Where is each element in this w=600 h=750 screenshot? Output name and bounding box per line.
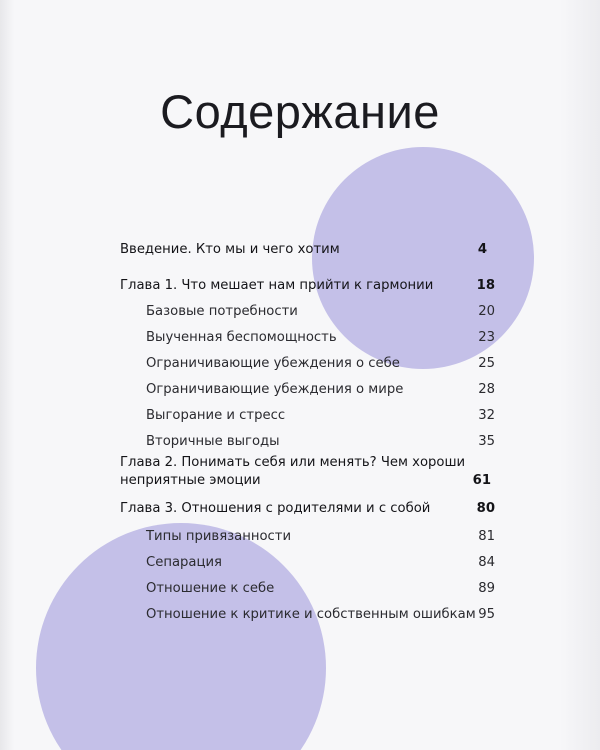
- toc-entry-learned-helplessness[interactable]: Выученная беспомощность: [146, 330, 337, 345]
- toc-page-chapter-2: 61: [472, 473, 491, 488]
- toc-entry-chapter-1[interactable]: Глава 1. Что мешает нам прийти к гармонии: [120, 278, 434, 293]
- toc-entry-separation[interactable]: Сепарация: [146, 555, 222, 570]
- toc-page-learned-helplessness: 23: [478, 330, 495, 345]
- page-title: Содержание: [160, 85, 440, 138]
- toc-entry-basic-needs[interactable]: Базовые потребности: [146, 304, 298, 319]
- toc-page-basic-needs: 20: [478, 304, 495, 319]
- toc-entry-secondary-gains[interactable]: Вторичные выгоды: [146, 434, 280, 449]
- toc-page-self-attitude: 89: [478, 581, 495, 596]
- toc-entry-burnout-stress[interactable]: Выгорание и стресс: [146, 408, 286, 423]
- toc-entry-chapter-2[interactable]: Глава 2. Понимать себя или менять? Чем хороши: [120, 455, 466, 470]
- toc-page-intro: 4: [477, 242, 487, 257]
- toc-page-chapter-3: 80: [476, 501, 495, 516]
- toc-entry-criticism-mistakes[interactable]: Отношение к критике и собственным ошибкам: [146, 607, 476, 622]
- toc-entry-chapter-3[interactable]: Глава 3. Отношения с родителями и с собой: [120, 501, 431, 516]
- toc-entry-attachment-types[interactable]: Типы привязанности: [146, 529, 292, 544]
- toc-entry-self-attitude[interactable]: Отношение к себе: [146, 581, 275, 596]
- toc-page-chapter-1: 18: [476, 278, 495, 293]
- toc-page-separation: 84: [478, 555, 495, 570]
- toc-entry-limiting-beliefs-world[interactable]: Ограничивающие убеждения о мире: [146, 382, 404, 397]
- toc-page-burnout-stress: 32: [478, 408, 495, 423]
- toc-page-secondary-gains: 35: [478, 434, 495, 449]
- toc-page-attachment-types: 81: [478, 529, 495, 544]
- toc-entry-limiting-beliefs-self[interactable]: Ограничивающие убеждения о себе: [146, 356, 400, 371]
- toc-page-criticism-mistakes: 95: [478, 607, 495, 622]
- toc-page-limiting-beliefs-world: 28: [478, 382, 495, 397]
- toc-page-limiting-beliefs-self: 25: [478, 356, 495, 371]
- toc-entry-chapter-2-line2[interactable]: неприятные эмоции: [120, 473, 261, 488]
- toc-entry-intro[interactable]: Введение. Кто мы и чего хотим: [120, 242, 340, 257]
